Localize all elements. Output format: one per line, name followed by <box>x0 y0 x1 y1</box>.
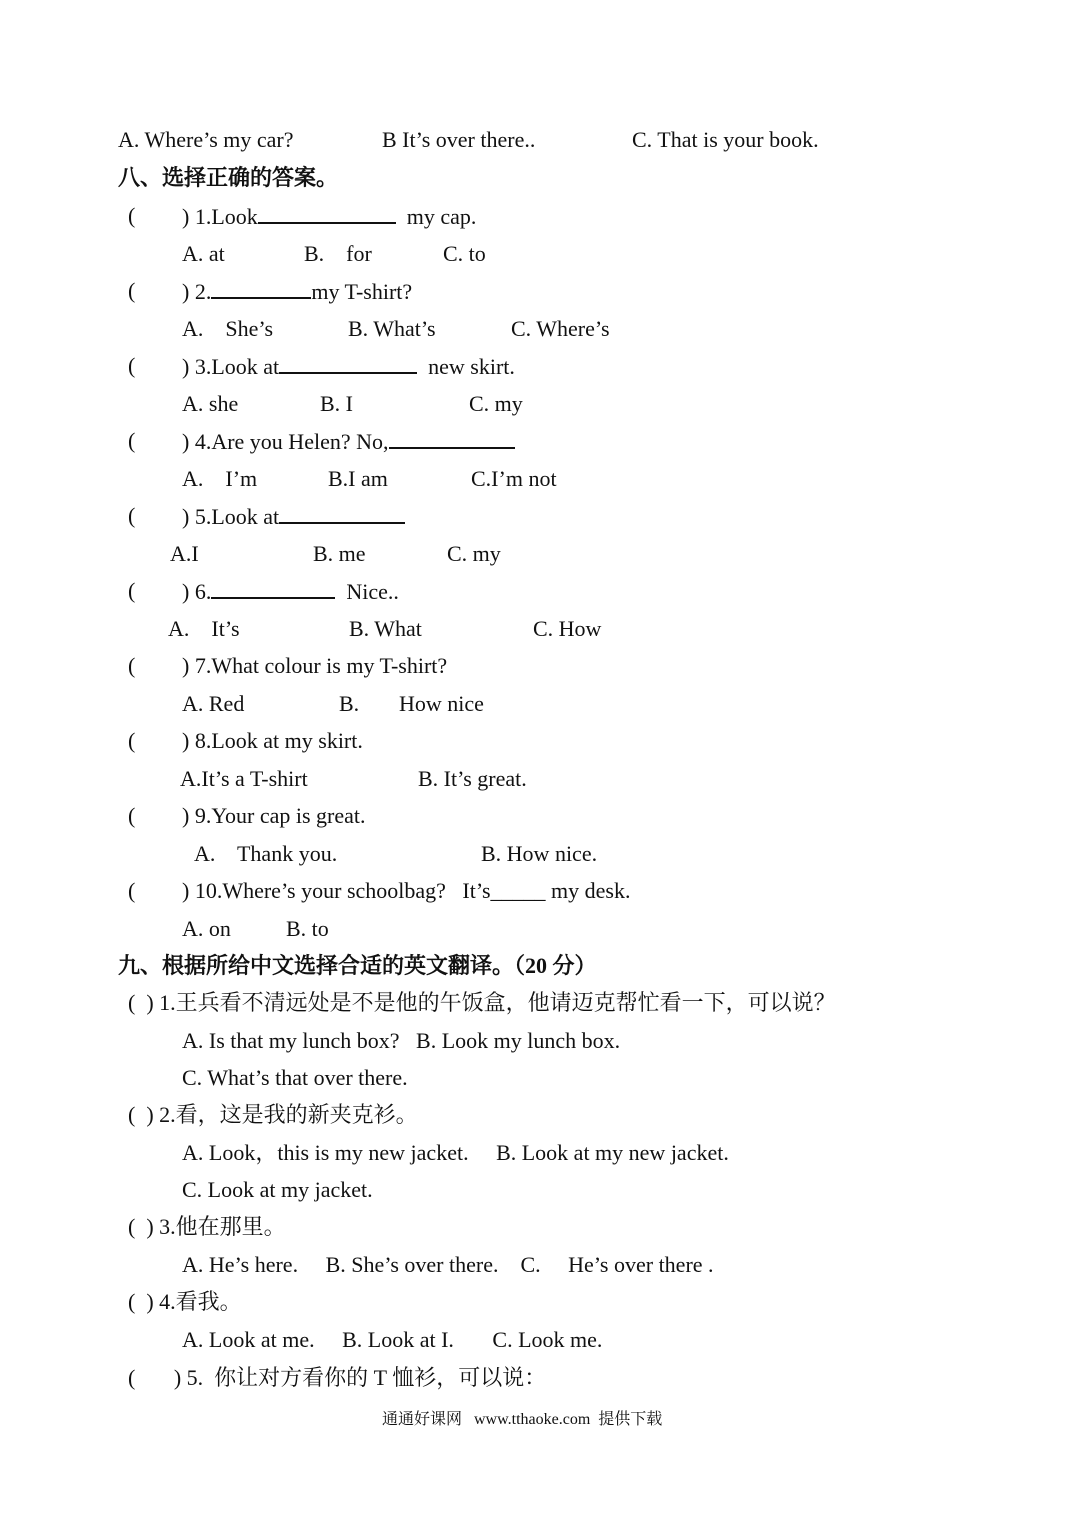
q7-close-paren: ) <box>182 653 190 678</box>
s9-q1-option-c: C. What’s that over there. <box>182 1065 408 1090</box>
q4-option-b: B.I am <box>328 466 388 491</box>
q4-stem <box>182 427 515 456</box>
q3-answer-blank <box>279 352 417 374</box>
q4-stem-before: 4.Are you Helen? No, <box>194 429 389 454</box>
q2-option-a: A. She’s <box>182 316 274 341</box>
q1-open-paren: ( <box>128 203 136 228</box>
s9-q5-stem: ( ) 5. 你让对方看你的 T 恤衫，可以说： <box>128 1365 547 1390</box>
s9-q4-stem: ( ) 4.看我。 <box>128 1289 242 1314</box>
q8-stem <box>182 727 363 755</box>
q7-open-paren: ( <box>128 653 136 678</box>
top-option-a: A. Where’s my car? <box>118 127 294 152</box>
q5-stem <box>182 502 405 531</box>
q3-close-paren: ) <box>182 354 190 379</box>
q2-stem <box>182 277 412 306</box>
top-option-c: C. That is your book. <box>632 127 819 152</box>
q1-answer-blank <box>258 202 396 224</box>
q2-answer-blank <box>211 277 311 299</box>
q3-stem-before: 3.Look at <box>194 354 280 379</box>
q8-stem-text: 8.Look at my skirt. <box>194 728 363 753</box>
q6-close-paren: ) <box>182 579 190 604</box>
q10-option-b: B. to <box>286 916 329 941</box>
q4-close-paren: ) <box>182 429 190 454</box>
q1-option-a: A. at <box>182 241 225 266</box>
q3-option-a: A. she <box>182 391 239 416</box>
q9-option-a: A. Thank you. <box>194 841 338 866</box>
q6-stem <box>182 577 399 606</box>
q5-close-paren: ) <box>182 504 190 529</box>
q7-stem-text: 7.What colour is my T-shirt? <box>194 653 448 678</box>
s9-q4-options: A. Look at me. B. Look at I. C. Look me. <box>182 1327 603 1352</box>
q5-option-b: B. me <box>313 541 366 566</box>
q10-stem <box>182 877 630 905</box>
q4-open-paren: ( <box>128 428 136 453</box>
q5-stem-before: 5.Look at <box>194 504 280 529</box>
page-footer: 通通好课网 www.tthaoke.com 提供下载 <box>382 1411 663 1428</box>
q5-answer-blank <box>279 502 405 524</box>
q6-option-c: C. How <box>533 616 602 641</box>
q1-stem-before: 1.Look <box>194 204 258 229</box>
q8-option-a: A.It’s a T-shirt <box>180 766 308 791</box>
q6-answer-blank <box>211 577 335 599</box>
q3-option-c: C. my <box>469 391 523 416</box>
top-option-b: B It’s over there.. <box>382 127 536 152</box>
q4-option-c: C.I’m not <box>471 466 557 491</box>
q2-stem-after: my T-shirt? <box>311 279 413 304</box>
q7-option-b-text: How nice <box>399 691 484 716</box>
s9-q3-options: A. He’s here. B. She’s over there. C. He’s over there . <box>182 1252 714 1277</box>
q8-option-b: B. It’s great. <box>418 766 527 791</box>
q3-stem <box>182 352 515 381</box>
s9-q1-options-ab: A. Is that my lunch box? B. Look my lunch box. <box>182 1028 621 1053</box>
q6-stem-after: Nice.. <box>346 579 399 604</box>
section8-title: 八、选择正确的答案。 <box>118 165 339 190</box>
q10-close-paren: ) <box>182 878 190 903</box>
q1-option-b: B. for <box>304 241 372 266</box>
q5-option-c: C. my <box>447 541 501 566</box>
q1-option-c: C. to <box>443 241 486 266</box>
q2-option-c: C. Where’s <box>511 316 610 341</box>
q9-option-b: B. How nice. <box>481 841 598 866</box>
q6-option-a: A. It’s <box>168 616 240 641</box>
q2-option-b: B. What’s <box>348 316 436 341</box>
q2-open-paren: ( <box>128 278 136 303</box>
q9-stem-text: 9.Your cap is great. <box>194 803 366 828</box>
q6-stem-before: 6. <box>194 579 212 604</box>
q7-option-b: B. <box>339 691 360 716</box>
s9-q2-options-ab: A. Look，this is my new jacket. B. Look at my new jacket. <box>182 1140 729 1165</box>
q9-close-paren: ) <box>182 803 190 828</box>
s9-q1-stem: ( ) 1.王兵看不清远处是不是他的午饭盒，他请迈克帮忙看一下，可以说？ <box>128 990 836 1015</box>
q1-stem-after: my cap. <box>406 204 477 229</box>
q5-open-paren: ( <box>128 503 136 528</box>
q10-option-a: A. on <box>182 916 231 941</box>
s9-q3-stem: ( ) 3.他在那里。 <box>128 1214 286 1239</box>
q6-option-b: B. What <box>349 616 422 641</box>
q2-close-paren: ) <box>182 279 190 304</box>
q7-stem <box>182 652 447 680</box>
q10-stem-text: 10.Where’s your schoolbag? It’s_____ my desk. <box>194 878 631 903</box>
q4-answer-blank <box>389 427 515 449</box>
q5-option-a: A.I <box>170 541 199 566</box>
q8-open-paren: ( <box>128 728 136 753</box>
q4-option-a: A. I’m <box>182 466 258 491</box>
q8-close-paren: ) <box>182 728 190 753</box>
s9-q2-option-c: C. Look at my jacket. <box>182 1177 373 1202</box>
q2-stem-before: 2. <box>194 279 212 304</box>
q3-open-paren: ( <box>128 353 136 378</box>
q3-stem-after: new skirt. <box>428 354 515 379</box>
q9-stem <box>182 802 366 830</box>
q6-open-paren: ( <box>128 578 136 603</box>
q1-close-paren: ) <box>182 204 190 229</box>
q9-open-paren: ( <box>128 803 136 828</box>
q7-option-a: A. Red <box>182 691 245 716</box>
section9-title: 九、根据所给中文选择合适的英文翻译。（20 分） <box>118 953 597 978</box>
s9-q2-stem: ( ) 2.看，这是我的新夹克衫。 <box>128 1102 418 1127</box>
q3-option-b: B. I <box>320 391 353 416</box>
q1-stem <box>182 202 476 231</box>
q10-open-paren: ( <box>128 878 136 903</box>
